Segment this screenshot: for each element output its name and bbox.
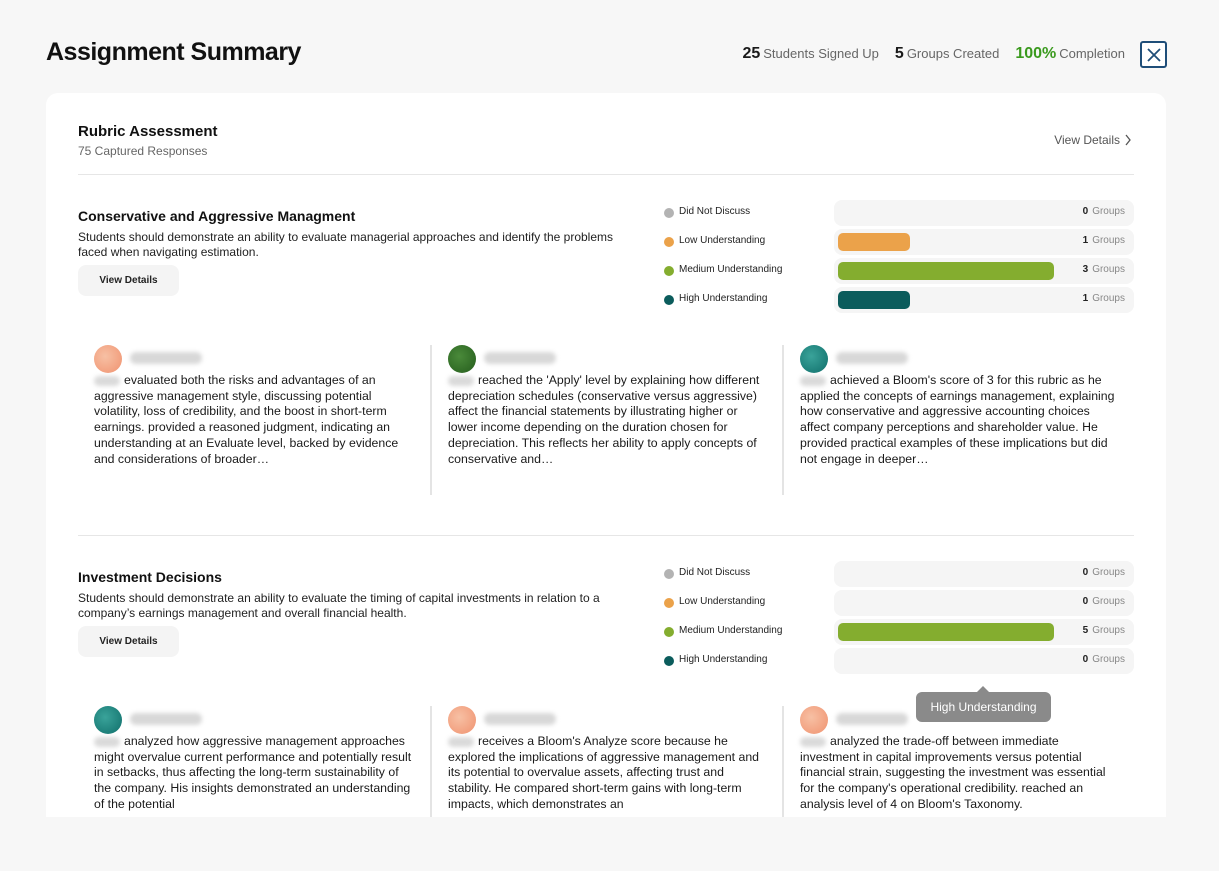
level-count [1083,567,1125,578]
level-row-low [664,588,1134,617]
level-count-value: 5 [1082,625,1089,636]
level-count-unit: Groups [1092,625,1125,636]
rubric-view-details-link[interactable] [1054,133,1132,147]
level-count-value: 0 [1082,206,1089,217]
section-description: Students should demonstrate an ability to evaluate the timing of capital investments in relation to a company’s earnings management and overall financial health. [78,591,600,620]
level-dot [664,237,674,247]
level-row-did-not-discuss [664,559,1134,588]
level-count-unit: Groups [1092,567,1125,578]
level-row-medium [664,617,1134,646]
divider [78,174,1134,175]
level-count [1083,654,1125,665]
level-label: Low Understanding [679,235,766,246]
level-bar-fill [838,262,1054,280]
response-text-body: achieved a Bloom's score of 3 for this rubric as he applied the concepts of earnings management, explaining how conservative and aggressive accounting choices affect company perceptions and shareholder value. He provided practical examples of these implications but did not engage in deeper… [800,373,1115,466]
level-count-value: 1 [1082,293,1089,304]
student-name-redacted [484,713,556,725]
stat-completion-label: Completion [1059,46,1125,61]
level-count [1083,206,1125,217]
level-bar [834,648,1134,674]
level-dot [664,295,674,305]
level-bar-fill [838,623,1054,641]
level-dot [664,569,674,579]
stat-groups-value: 5 [894,45,904,62]
avatar [800,345,828,373]
divider [78,535,1134,536]
student-responses [78,345,1134,495]
close-button[interactable] [1140,41,1167,68]
level-row-did-not-discuss [664,198,1134,227]
avatar [94,706,122,734]
rubric-subtitle: 75 Captured Responses [78,144,208,158]
redacted-name [94,376,120,386]
level-count-value: 0 [1082,654,1089,665]
response-text-body: reached the 'Apply' level by explaining how different depreciation schedules (conservative versus aggressive) affect the financial statements by illustrating higher or lower income depending on the duration chosen for depreciation. This reflects her ability to apply concepts of conservative and… [448,373,760,466]
response-text-body: receives a Bloom's Analyze score because he explored the implications of aggressive management and its potential to overvalue assets, affecting trust and stability. He compared short-term gains with long-term impacts, which demonstrates an [448,734,760,811]
level-bar [834,200,1134,226]
avatar [94,345,122,373]
response-text [94,734,414,813]
level-count-value: 0 [1082,596,1089,607]
level-label: Did Not Discuss [679,206,751,217]
response-card[interactable] [782,345,1134,495]
avatar [448,345,476,373]
view-details-button[interactable]: View Details [78,265,179,296]
level-dot [664,627,674,637]
level-count [1083,235,1125,246]
redacted-name [448,737,474,747]
student-responses [78,706,1134,817]
level-count-value: 3 [1082,264,1089,275]
level-row-low [664,227,1134,256]
redacted-name [448,376,474,386]
response-card[interactable] [782,706,1134,817]
level-count-unit: Groups [1092,264,1125,275]
level-bar [834,590,1134,616]
level-bar-fill [838,233,910,251]
level-row-high [664,285,1134,314]
avatar [448,706,476,734]
stat-completion-value: 100% [1015,45,1057,62]
close-icon [1146,47,1162,63]
level-tooltip: High Understanding [916,692,1051,722]
response-card[interactable] [78,706,430,817]
level-count [1083,293,1125,304]
stat-groups [895,45,999,63]
level-label: Medium Understanding [679,625,783,636]
level-count [1083,625,1125,636]
student-name-redacted [836,352,908,364]
response-card[interactable] [430,706,782,817]
response-text [94,373,414,467]
level-label: High Understanding [679,293,768,304]
stat-groups-label: Groups Created [906,46,1000,61]
summary-stats [742,45,1125,63]
response-card[interactable] [78,345,430,495]
level-bar [834,258,1134,284]
level-row-medium [664,256,1134,285]
response-text-body: evaluated both the risks and advantages of an aggressive management style, discussing potential volatility, loss of credibility, and the boost in short-term earnings. provided a reasoned judgment, indicating an understanding at an Evaluate level, backed by evidence and considerations of broader… [94,373,399,466]
level-count-unit: Groups [1092,206,1125,217]
rubric-header [78,123,218,158]
level-count-unit: Groups [1092,235,1125,246]
level-label: Did Not Discuss [679,567,751,578]
avatar [800,706,828,734]
response-text [800,373,1120,467]
student-name-redacted [130,713,202,725]
level-dot [664,598,674,608]
level-count [1083,264,1125,275]
section-description: Students should demonstrate an ability to evaluate managerial approaches and identify the problems faced when navigating estimation. [78,230,614,259]
level-count-unit: Groups [1092,293,1125,304]
rubric-title: Rubric Assessment [78,123,218,140]
level-count-value: 1 [1082,235,1089,246]
understanding-levels [664,198,1134,314]
stat-completion [1015,45,1125,63]
response-text [448,373,768,467]
response-text [448,734,768,813]
response-text [800,734,1120,813]
page-title: Assignment Summary [46,38,301,66]
response-text-body: analyzed how aggressive management approaches might overvalue current performance and potentially result in setbacks, thus affecting the long-term sustainability of the company. His insights demonstrated an understanding of the potential [94,734,412,811]
rubric-view-details-label: View Details [1054,133,1120,147]
section-conservative-aggressive [78,208,1134,528]
response-card[interactable] [430,345,782,495]
level-dot [664,266,674,276]
student-name-redacted [484,352,556,364]
level-label: High Understanding [679,654,768,665]
student-name-redacted [130,352,202,364]
level-count-unit: Groups [1092,654,1125,665]
level-label: Low Understanding [679,596,766,607]
student-name-redacted [836,713,908,725]
level-count-unit: Groups [1092,596,1125,607]
redacted-name [94,737,120,747]
view-details-button[interactable]: View Details [78,626,179,657]
redacted-name [800,737,826,747]
stat-students-label: Students Signed Up [763,46,879,61]
page-header [46,38,1167,70]
level-count-value: 0 [1082,567,1089,578]
response-text-body: analyzed the trade-off between immediate investment in capital improvements versus potential financial strain, suggesting the investment was essential for the company's operational credibility. reached an analysis level of 4 on Bloom's Taxonomy. [800,734,1106,811]
redacted-name [800,376,826,386]
stat-students-value: 25 [742,45,761,62]
level-bar [834,287,1134,313]
level-bar [834,229,1134,255]
level-bar-fill [838,291,910,309]
chevron-right-icon [1124,134,1132,146]
level-bar [834,561,1134,587]
level-row-high [664,646,1134,675]
level-bar [834,619,1134,645]
section-title: Conservative and Aggressive Managment [78,208,356,224]
understanding-levels [664,559,1134,675]
stat-students [742,45,878,63]
level-label: Medium Understanding [679,264,783,275]
level-dot [664,208,674,218]
level-count [1083,596,1125,607]
level-dot [664,656,674,666]
section-title: Investment Decisions [78,569,222,585]
